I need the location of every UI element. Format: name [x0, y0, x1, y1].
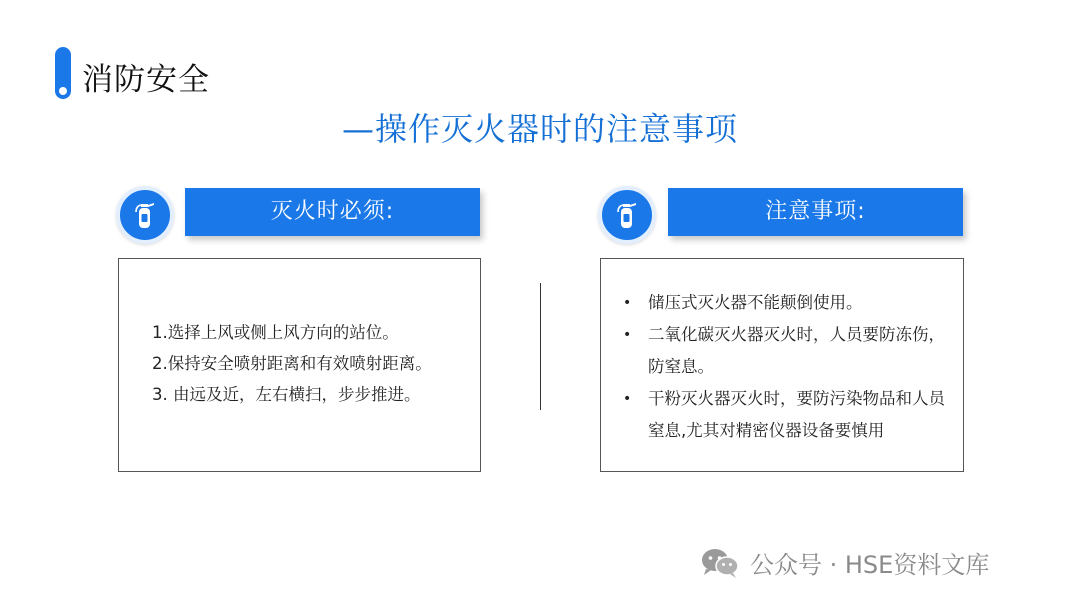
right-card-list — [621, 287, 956, 447]
list-item-text: 储压式灭火器不能颠倒使用。 — [648, 293, 863, 312]
page-title: 消防安全 — [82, 62, 210, 98]
list-item-text: 二氧化碳灭火器灭火时，人员要防冻伤，防窒息。 — [648, 325, 945, 376]
list-item — [621, 287, 956, 319]
watermark — [700, 545, 989, 580]
left-card-box — [118, 258, 481, 472]
right-card-heading: 注意事项: — [668, 188, 963, 236]
bullet-marker: • — [623, 327, 632, 343]
list-item — [621, 383, 956, 447]
list-item: 3. 由远及近，左右横扫，步步推进。 — [152, 385, 421, 404]
list-item-text: 干粉灭火器灭火时，要防污染物品和人员窒息,尤其对精密仪器设备要慎用 — [648, 389, 945, 440]
watermark-text: 公众号 · HSE资料文库 — [750, 551, 990, 579]
bullet-marker: • — [623, 295, 632, 311]
list-item: 1.选择上风或侧上风方向的站位。 — [152, 323, 399, 342]
left-card-list — [152, 317, 432, 410]
right-card-box — [600, 258, 964, 472]
left-card-icon-badge — [116, 186, 174, 244]
page-subtitle: —操作灭火器时的注意事项 — [341, 110, 738, 148]
left-card-heading: 灭火时必须: — [185, 188, 480, 236]
wechat-icon — [700, 547, 740, 579]
right-card-icon-badge — [598, 186, 656, 244]
list-item: 2.保持安全喷射距离和有效喷射距离。 — [152, 354, 432, 373]
center-divider — [540, 283, 541, 410]
fire-extinguisher-icon — [615, 200, 639, 230]
list-item — [621, 319, 956, 383]
fire-extinguisher-icon — [133, 200, 157, 230]
bullet-marker: • — [623, 391, 632, 407]
title-accent-bar — [55, 47, 71, 99]
